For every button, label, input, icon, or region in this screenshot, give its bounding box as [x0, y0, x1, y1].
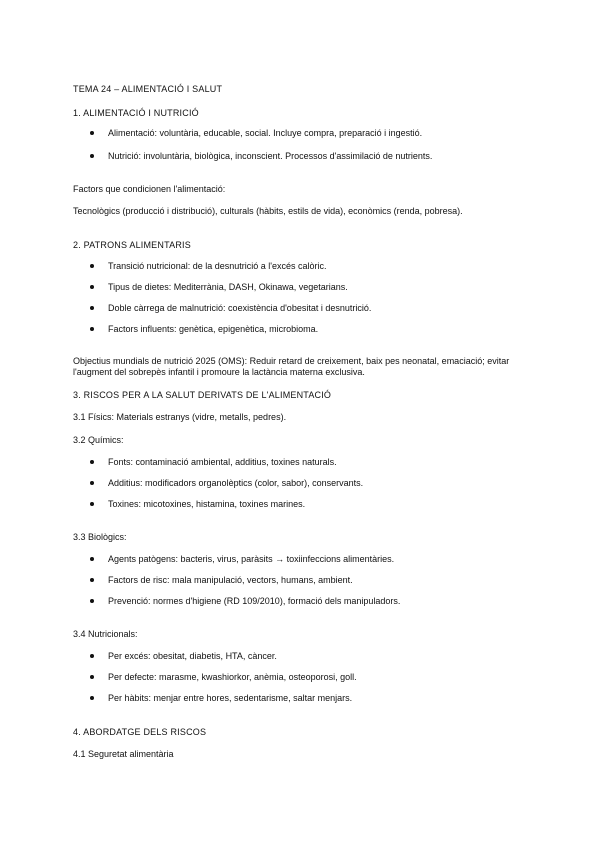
s4-1-heading: 4.1 Seguretat alimentària: [73, 749, 174, 759]
factors-heading: Factors que condicionen l'alimentació:: [73, 184, 226, 194]
section-4-heading: 4. ABORDATGE DELS RISCOS: [73, 727, 207, 737]
bullet-dot: [90, 327, 94, 331]
bullet-dot: [90, 264, 94, 268]
s2-item-1: Transició nutricional: de la desnutrició a l'excés calòric.: [108, 261, 327, 271]
section-2-heading: 2. PATRONS ALIMENTARIS: [73, 240, 191, 250]
bullet-dot: [90, 481, 94, 485]
s3-3-item-1: Agents patògens: bacteris, virus, paràsits → toxiinfeccions alimentàries.: [108, 554, 395, 564]
bullet-dot: [90, 502, 94, 506]
s2-item-3: Doble càrrega de malnutrició: coexistència d'obesitat i desnutrició.: [108, 303, 372, 313]
bullet-dot: [90, 460, 94, 464]
s1-item-1: Alimentació: voluntària, educable, social. Incluye compra, preparació i ingestió.: [108, 128, 423, 138]
section-1-heading: 1. ALIMENTACIÓ I NUTRICIÓ: [73, 108, 199, 118]
bullet-dot: [90, 285, 94, 289]
s3-2-item-3: Toxines: micotoxines, histamina, toxines marines.: [108, 499, 306, 509]
section-3-heading: 3. RISCOS PER A LA SALUT DERIVATS DE L'ALIMENTACIÓ: [73, 390, 332, 400]
bullet-dot: [90, 675, 94, 679]
s3-3-item-2: Factors de risc: mala manipulació, vectors, humans, ambient.: [108, 575, 353, 585]
bullet-dot: [90, 557, 94, 561]
bullet-dot: [90, 599, 94, 603]
factors-text: Tecnològics (producció i distribució), culturals (hàbits, estils de vida), econòmics (renda, pobresa).: [73, 206, 463, 216]
bullet-dot: [90, 154, 94, 158]
bullet-dot: [90, 306, 94, 310]
s3-2-item-2: Additius: modificadors organolèptics (color, sabor), conservants.: [108, 478, 364, 488]
s3-2-heading: 3.2 Químics:: [73, 435, 124, 445]
s3-2-item-1: Fonts: contaminació ambiental, additius, toxines naturals.: [108, 457, 337, 467]
s3-4-item-3: Per hàbits: menjar entre hores, sedentarisme, saltar menjars.: [108, 693, 353, 703]
s1-item-2: Nutrició: involuntària, biològica, inconscient. Processos d'assimilació de nutrients.: [108, 151, 433, 161]
s3-1-physical: 3.1 Físics: Materials estranys (vidre, metalls, pedres).: [73, 412, 287, 422]
s3-3-heading: 3.3 Biològics:: [73, 532, 127, 542]
bullet-dot: [90, 654, 94, 658]
s3-4-item-1: Per excés: obesitat, diabetis, HTA, càncer.: [108, 651, 277, 661]
s3-4-item-2: Per defecte: marasme, kwashiorkor, anèmia, osteoporosi, goll.: [108, 672, 357, 682]
page-title: TEMA 24 – ALIMENTACIÓ I SALUT: [73, 84, 223, 94]
s3-4-heading: 3.4 Nutricionals:: [73, 629, 138, 639]
bullet-dot: [90, 131, 94, 135]
s2-item-4: Factors influents: genètica, epigenètica, microbioma.: [108, 324, 319, 334]
objectives-paragraph: Objectius mundials de nutrició 2025 (OMS): Reduir retard de creixement, baix pes neonatal, emaciació; evitar l'augment del sobrepès infantil i promoure la lactància materna exclusiva.: [73, 356, 510, 377]
s3-3-item-3: Prevenció: normes d'higiene (RD 109/2010), formació dels manipuladors.: [108, 596, 401, 606]
s2-item-2: Tipus de dietes: Mediterrània, DASH, Okinawa, vegetarians.: [108, 282, 348, 292]
bullet-dot: [90, 578, 94, 582]
bullet-dot: [90, 696, 94, 700]
